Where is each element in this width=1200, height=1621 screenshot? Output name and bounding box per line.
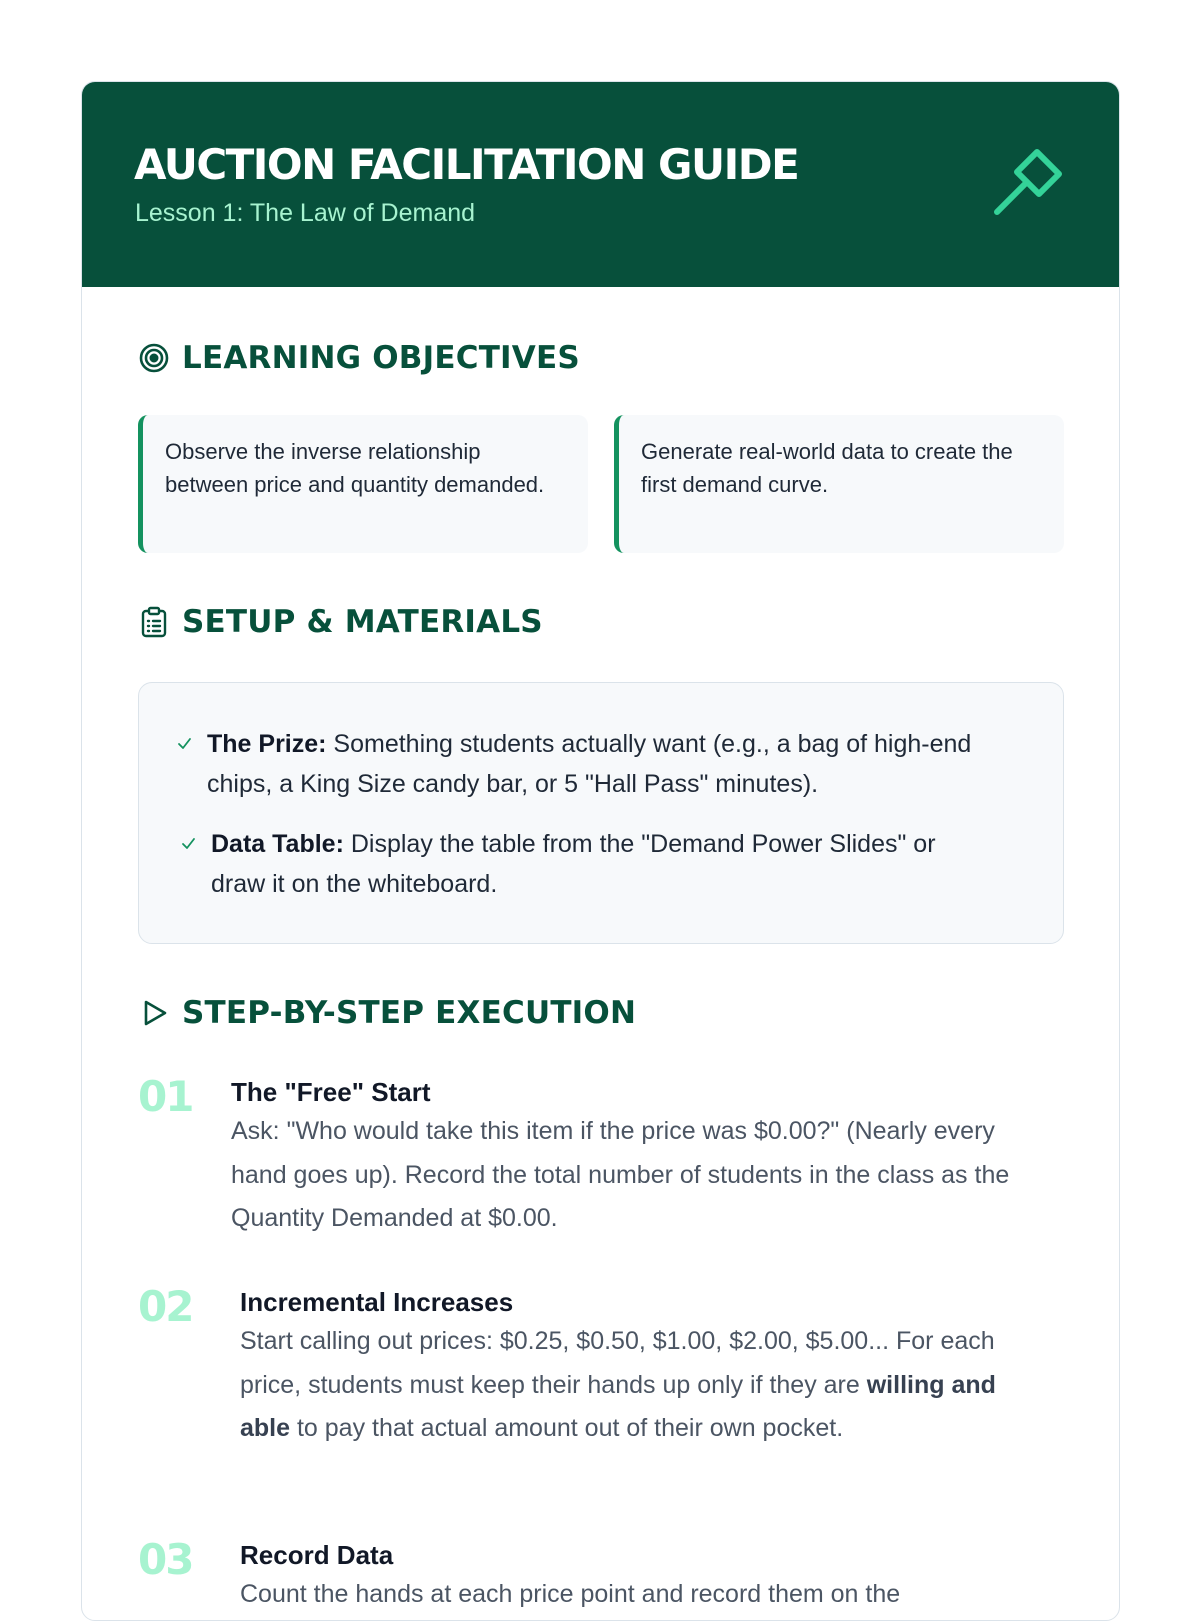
page-subtitle: Lesson 1: The Law of Demand xyxy=(135,199,476,227)
setup-item-label: The Prize: xyxy=(207,730,327,758)
setup-item-text: Display the table from the "Demand Power Slides" or draw it on the whiteboard. xyxy=(211,830,936,898)
list-item xyxy=(177,724,1022,804)
step-description: Ask: "Who would take this item if the price was $0.00?" (Nearly every hand goes up). Record the total number of students in the class as the Quantity Demanded at $0.00. xyxy=(231,1117,1010,1232)
page-title: AUCTION FACILITATION GUIDE xyxy=(134,140,799,189)
guide-header xyxy=(82,82,1119,287)
execution-heading xyxy=(138,995,636,1031)
guide-card xyxy=(81,81,1120,1621)
objective-card xyxy=(614,415,1064,553)
step-number: 01 xyxy=(138,1072,193,1121)
setup-item-label: Data Table: xyxy=(211,830,344,858)
setup-box xyxy=(138,682,1064,944)
objective-card xyxy=(138,415,588,553)
setup-heading xyxy=(138,604,543,640)
check-icon xyxy=(177,724,193,764)
objectives-heading xyxy=(138,340,580,376)
setup-title: SETUP & MATERIALS xyxy=(182,604,543,640)
step-title: Incremental Increases xyxy=(240,1287,514,1317)
objectives-title: LEARNING OBJECTIVES xyxy=(182,340,580,376)
objective-text: Generate real-world data to create the first demand curve. xyxy=(641,439,1013,497)
step-title: The "Free" Start xyxy=(231,1077,431,1107)
step-description: Start calling out prices: $0.25, $0.50, $1.00, $2.00, $5.00... For each price, students must keep their hands up only if they are willing and able to pay that actual amount out of their own pocket. xyxy=(240,1327,996,1442)
play-icon xyxy=(138,997,170,1029)
setup-item-text: Something students actually want (e.g., a bag of high-end chips, a King Size candy bar, or 5 "Hall Pass" minutes). xyxy=(207,730,972,798)
gavel-icon xyxy=(987,144,1067,224)
clipboard-icon xyxy=(138,606,170,638)
emphasis-text: willing and able xyxy=(240,1370,996,1442)
check-icon xyxy=(181,824,197,864)
target-icon xyxy=(138,342,170,374)
list-item xyxy=(181,824,991,904)
execution-title: STEP-BY-STEP EXECUTION xyxy=(182,995,637,1031)
step-number: 02 xyxy=(138,1282,193,1331)
step-description: Count the hands at each price point and record them on the xyxy=(240,1580,901,1608)
step-title: Record Data xyxy=(240,1540,394,1570)
objective-text: Observe the inverse relationship between price and quantity demanded. xyxy=(165,439,545,497)
step-number: 03 xyxy=(138,1535,193,1584)
